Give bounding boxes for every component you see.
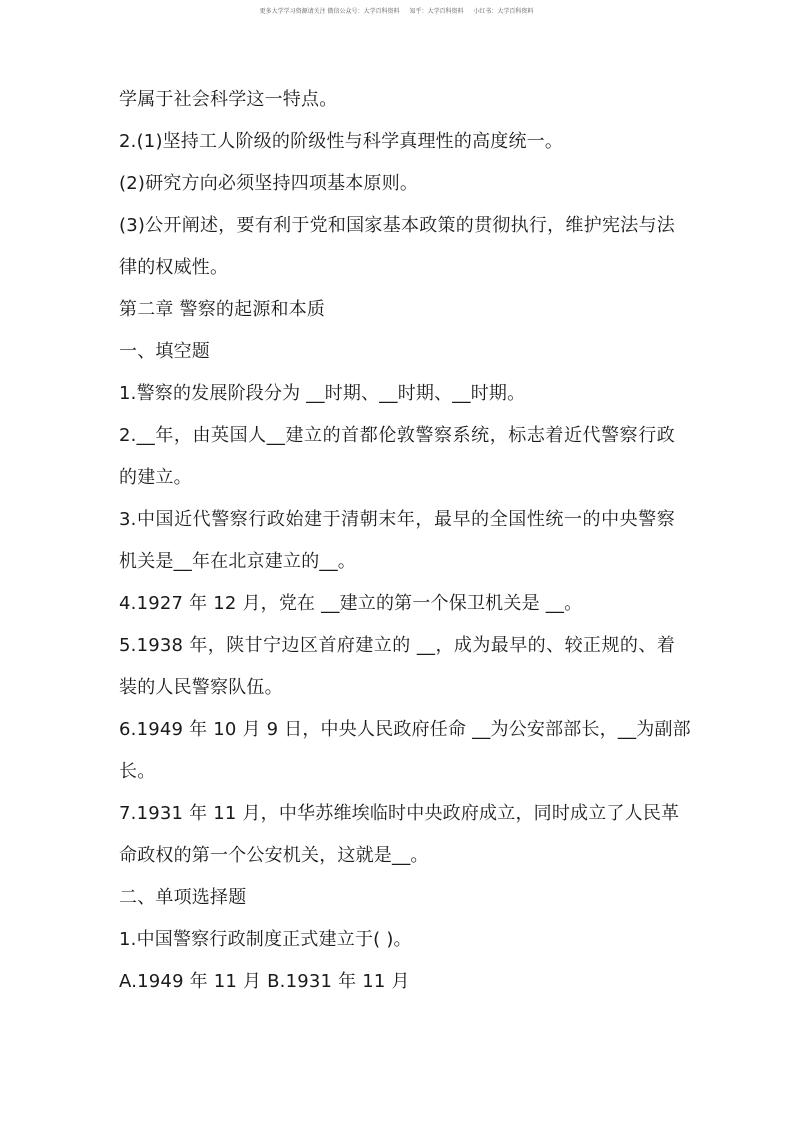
- section-heading: 一、填空题: [119, 341, 210, 362]
- paragraph-line: 律的权威性。: [119, 257, 229, 278]
- question-line: 4.1927 年 12 月，党在 __建立的第一个保卫机关是 __。: [119, 593, 583, 614]
- question-line: 2.__年，由英国人__建立的首都伦敦警察系统，标志着近代警察行政: [119, 425, 675, 446]
- question-line: 长。: [119, 761, 156, 782]
- section-heading: 二、单项选择题: [119, 887, 247, 908]
- header-text-wechat: 更多大学学习资源请关注 微信公众号：大学百科资料: [259, 8, 400, 15]
- paragraph-line: 2.(1)坚持工人阶级的阶级性与科学真理性的高度统一。: [119, 131, 564, 152]
- question-line: 命政权的第一个公安机关，这就是__。: [119, 845, 429, 866]
- chapter-heading: 第二章 警察的起源和本质: [119, 299, 326, 320]
- question-line: 6.1949 年 10 月 9 日，中央人民政府任命 __为公安部部长，__为副部: [119, 719, 691, 740]
- paragraph-line: 学属于社会科学这一特点。: [119, 89, 338, 110]
- question-line: 5.1938 年，陕甘宁边区首府建立的 __，成为最早的、较正规的、着: [119, 635, 675, 656]
- paragraph-line: (2)研究方向必须坚持四项基本原则。: [119, 173, 419, 194]
- question-line: 1.中国警察行政制度正式建立于( )。: [119, 929, 412, 950]
- header-text-zhihu: 知乎：大学百科资料: [409, 8, 464, 15]
- page-header: [0, 6, 793, 15]
- answer-options: A.1949 年 11 月 B.1931 年 11 月: [119, 971, 410, 992]
- question-line: 装的人民警察队伍。: [119, 677, 283, 698]
- question-line: 1.警察的发展阶段分为 __时期、__时期、__时期。: [119, 383, 526, 404]
- question-line: 机关是__年在北京建立的__。: [119, 551, 356, 572]
- question-line: 7.1931 年 11 月，中华苏维埃临时中央政府成立，同时成立了人民革: [119, 803, 680, 824]
- question-line: 的建立。: [119, 467, 192, 488]
- header-text-xiaohongshu: 小红书：大学百科资料: [473, 8, 534, 15]
- paragraph-line: (3)公开阐述，要有利于党和国家基本政策的贯彻执行，维护宪法与法: [119, 215, 675, 236]
- question-line: 3.中国近代警察行政始建于清朝末年，最早的全国性统一的中央警察: [119, 509, 675, 530]
